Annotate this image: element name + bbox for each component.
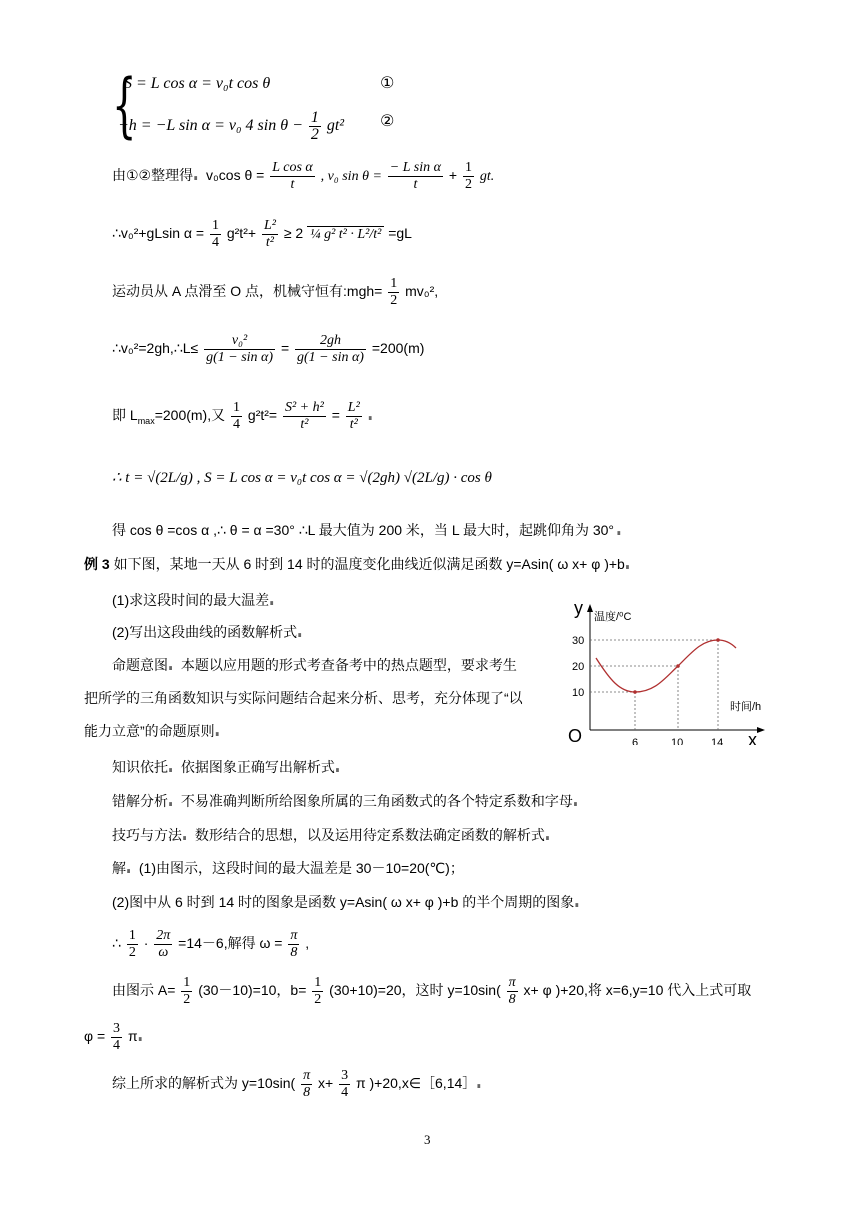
skill-line: 技巧与方法∎ 数形结合的思想，以及运用待定系数法确定函数的解析式∎: [112, 827, 550, 843]
derivation-line-1: 由①②整理得∎ v₀cos θ = $\frac{\text{L cos α}}{t}$ , v₀ sin θ = $\frac{\text{− L sin α}}{t}$ + $\frac{1}{2}$ gt.: [112, 160, 495, 192]
question-2: (2)写出这段曲线的函数解析式∎: [112, 624, 303, 640]
derivation-line-5: 即 $L_{max}=200(m)$,又 $\frac{1}{4}$ g²t²= $\frac{\text{S² + h²}}{\text{t²}}$ = $\frac{\text{L²}}{\text{t²}}$ ∎: [112, 400, 373, 432]
derivation-line-2: ∴v₀²+gLsin α = $\frac{1}{4}$ g²t²+ $\frac{\text{L²}}{\text{t²}}$ ≥ 2 ¼ g² t² · L²/t² =gL: [112, 218, 412, 250]
y-axis-arrow: [587, 604, 593, 612]
origin-label: O: [568, 726, 583, 745]
min-point: [633, 690, 637, 694]
x-axis-letter: x: [748, 730, 757, 745]
solution-line-2: (2)图中从 6 时到 14 时的图象是函数 y=Asin( ω x+ φ )+b 的半个周期的图象∎: [112, 894, 580, 910]
x-tick-6-label: 6: [632, 737, 639, 745]
conclusion-line: 得 cos θ =cos α ,∴ θ = α =30° ∴L 最大值为 200 米，当 L 最大时，起跳仰角为 30° ∎: [112, 522, 622, 538]
y-axis-label: 温度/⁰C: [594, 611, 632, 623]
y-axis-letter: y: [574, 600, 583, 618]
error-line: 错解分析∎ 不易准确判断所给图象所属的三角函数式的各个特定系数和字母∎: [112, 793, 578, 809]
derivation-line-3: 运动员从 A 点滑至 O 点，机械守恒有:mgh= $\frac{1}{2}$ mv₀²,: [112, 276, 439, 308]
solution-line-1: 解∎ (1)由图示，这段时间的最大温差是 30－10=20(℃)；: [112, 860, 464, 876]
x-axis-arrow: [757, 727, 765, 733]
y-tick-10: 10: [572, 687, 585, 699]
x-tick-10-label: 10: [671, 737, 684, 745]
equation-2: −h = −L sin α = v₀ 4 sin θ − $\frac{1}{2}$ gt²: [118, 109, 345, 143]
solution-line-5: φ = $\frac{3}{4}$ π∎: [84, 1021, 143, 1053]
derivation-line-4: ∴v₀²=2gh,∴L≤ $\frac{\text{v₀²}}{\text{g(1 − sin α)}}$ = $\frac{2gh}{\text{g(1 − sin α)}}$ =200(m): [112, 333, 425, 365]
solution-line-4: 由图示 A= $\frac{1}{2}$ (30－10)=10，b= $\frac{1}{2}$ (30+10)=20，这时 y=10sin( $\frac{\pi}{8}$ x+ φ )+20,将 x=6,y=10 代入上式可取: [112, 975, 752, 1007]
guide-lines: [590, 640, 718, 730]
question-1: (1)求这段时间的最大温差∎: [112, 592, 275, 608]
left-brace: {: [112, 64, 137, 146]
derivation-line-6: ∴ t = √(2L/g) , S = L cos α = v₀t cos α = √(2gh) √(2L/g) · cos θ: [112, 470, 492, 486]
intent-line-2: 把所学的三角函数知识与实际问题结合起来分析、思考，充分体现了“以: [84, 690, 523, 706]
mid-point: [676, 664, 680, 668]
y-tick-30: 30: [572, 635, 585, 647]
equation-1-mark: ①: [380, 75, 395, 92]
intent-line-3: 能力立意”的命题原则∎: [84, 723, 220, 739]
x-axis-label: 时间/h: [730, 701, 762, 713]
intent-line-1: 命题意图∎ 本题以应用题的形式考查备考中的热点题型，要求考生: [112, 657, 517, 673]
y-tick-20: 20: [572, 661, 585, 673]
max-point: [716, 638, 720, 642]
x-tick-14-label: 14: [711, 737, 724, 745]
solution-line-6: 综上所求的解析式为 y=10sin( $\frac{\pi}{8}$ x+ $\frac{3}{4}$ π )+20,x∈［6,14］∎: [112, 1068, 482, 1100]
equation-1: S = L cos α = v₀t cos θ: [124, 75, 271, 92]
basis-line: 知识依托∎ 依据图象正确写出解析式∎: [112, 759, 340, 775]
example-3-header: 例 3 如下图，某地一天从 6 时到 14 时的温度变化曲线近似满足函数 y=Asin( ω x+ φ )+b∎: [84, 556, 630, 572]
page-number: 3: [424, 1132, 431, 1147]
equation-2-mark: ②: [380, 113, 395, 130]
temperature-graph: [560, 600, 770, 745]
solution-line-3: ∴ $\frac{1}{2}$ · $\frac{2\pi}{\omega}$ =14－6,解得 ω = $\frac{\pi}{8}$ ,: [112, 928, 310, 960]
